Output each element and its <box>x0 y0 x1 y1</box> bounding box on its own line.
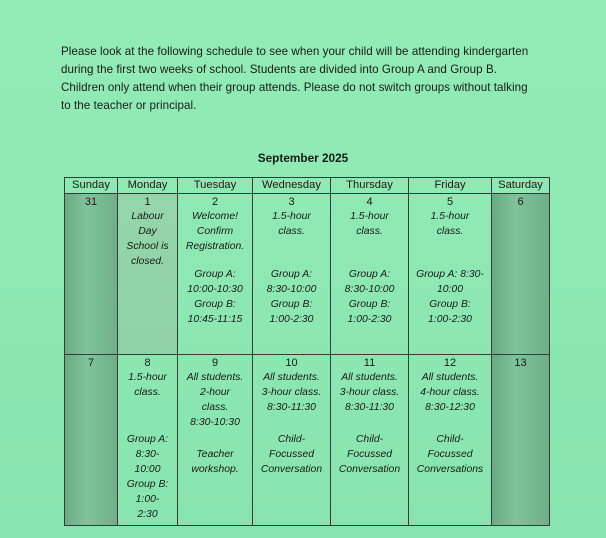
group-line: 1:00-2:30 <box>428 314 472 325</box>
header-friday: Friday <box>409 178 492 194</box>
group-line: 1:00-2:30 <box>269 314 314 325</box>
calendar-header-row <box>65 178 550 194</box>
note-line: All students. <box>421 372 479 383</box>
group-line: 2:30 <box>137 509 158 520</box>
day-number: 4 <box>366 196 373 208</box>
note-line: All students. <box>186 372 244 383</box>
day-number: 3 <box>288 196 295 208</box>
extra-line: Child- <box>277 434 306 445</box>
group-line: Group A: <box>270 269 313 280</box>
group-line: 10:00 <box>134 464 161 475</box>
note-line: 2-hour <box>199 387 231 398</box>
extra-line: Child- <box>436 434 464 445</box>
note-line: closed. <box>131 256 164 267</box>
calendar-week-row <box>65 355 550 526</box>
extra-line: Focussed <box>346 449 393 460</box>
intro-line: to the teacher or principal. <box>61 99 197 112</box>
day-number: 6 <box>517 196 524 208</box>
group-line: Group A: 8:30- <box>416 269 484 280</box>
day-number: 2 <box>211 196 219 208</box>
note-line: Labour <box>131 211 164 222</box>
group-line: 8:30- <box>135 449 160 460</box>
day-cell-10 <box>253 355 331 526</box>
day-number: 8 <box>144 357 151 369</box>
group-line: Group A: <box>126 434 169 445</box>
day-cell-4 <box>331 194 409 355</box>
extra-line: Child- <box>355 434 384 445</box>
day-cell-1 <box>118 194 178 355</box>
day-extra <box>253 432 330 477</box>
header-sunday: Sunday <box>65 178 118 194</box>
day-cell-8 <box>118 355 178 526</box>
note-line: class. <box>356 226 383 237</box>
day-cell-5 <box>409 194 492 355</box>
intro-line: during the first two weeks of school. Students are divided into Group A and Group B. <box>61 63 497 76</box>
day-cell-7 <box>65 355 118 526</box>
group-line: Group B: <box>194 299 236 310</box>
day-note <box>409 209 491 239</box>
note-line: class. <box>201 402 229 413</box>
note-line: 8:30-12:30 <box>425 402 475 413</box>
day-note <box>118 209 177 269</box>
group-times <box>331 267 408 327</box>
day-number: 13 <box>514 357 527 369</box>
day-extra <box>178 447 252 477</box>
note-line: 8:30-10:30 <box>190 417 240 428</box>
note-line: class. <box>436 226 464 237</box>
note-line: Confirm <box>196 226 234 237</box>
group-times <box>253 267 330 327</box>
intro-line: Please look at the following schedule to see when your child will be attending kindergarten <box>61 45 529 58</box>
day-note <box>331 209 408 239</box>
calendar-week-row <box>65 194 550 355</box>
day-cell-13 <box>492 355 550 526</box>
day-note <box>178 209 252 254</box>
extra-line: Conversations <box>416 464 484 475</box>
day-number: 7 <box>87 357 95 369</box>
note-line: All students. <box>263 372 320 383</box>
calendar-title: September 2025 <box>257 151 349 165</box>
note-line: 4-hour class. <box>420 387 480 398</box>
note-line: 3-hour class. <box>261 387 322 398</box>
extra-line: Focussed <box>268 449 315 460</box>
group-line: 10:00-10:30 <box>187 284 243 295</box>
intro-line: Children only attend when their group attends. Please do not switch groups without talking <box>61 81 528 94</box>
note-line: Welcome! <box>191 211 238 222</box>
group-line: 8:30-10:00 <box>266 284 317 295</box>
note-line: 8:30-11:30 <box>267 402 316 413</box>
extra-line: workshop. <box>191 464 239 475</box>
group-line: 10:00 <box>436 284 463 295</box>
group-line: Group B: <box>126 479 169 490</box>
note-line: School is <box>126 241 169 252</box>
group-line: Group A: <box>194 269 236 280</box>
group-times <box>178 267 252 327</box>
day-note <box>118 370 177 400</box>
extra-line: Focussed <box>427 449 473 460</box>
day-note <box>178 370 252 430</box>
group-line: Group A: <box>348 269 391 280</box>
header-saturday: Saturday <box>492 178 550 194</box>
note-line: 3-hour class. <box>339 387 400 398</box>
day-cell-3 <box>253 194 331 355</box>
note-line: class. <box>278 226 305 237</box>
day-extra <box>331 432 408 477</box>
day-number: 5 <box>446 196 454 208</box>
header-wednesday: Wednesday <box>253 178 331 194</box>
group-line: 1:00-2:30 <box>347 314 392 325</box>
group-line: 1:00- <box>135 494 160 505</box>
group-line: 10:45-11:15 <box>187 314 243 325</box>
day-note <box>253 209 330 239</box>
extra-line: Conversation <box>338 464 401 475</box>
day-number: 11 <box>363 357 376 369</box>
note-line: Registration. <box>185 241 245 252</box>
day-note <box>253 370 330 415</box>
day-number: 1 <box>144 196 151 208</box>
header-tuesday: Tuesday <box>178 178 253 194</box>
note-line: 1.5-hour <box>128 372 167 383</box>
day-cell-9 <box>178 355 253 526</box>
extra-line: Teacher <box>196 449 234 460</box>
note-line: 8:30-11:30 <box>345 402 394 413</box>
day-cell-6 <box>492 194 550 355</box>
note-line: All students. <box>341 372 398 383</box>
header-monday: Monday <box>118 178 178 194</box>
group-times <box>118 432 177 522</box>
day-cell-11 <box>331 355 409 526</box>
extra-line: Conversation <box>260 464 323 475</box>
note-line: Day <box>138 226 157 237</box>
group-line: Group B: <box>270 299 313 310</box>
header-thursday: Thursday <box>331 178 409 194</box>
day-number: 9 <box>211 357 219 369</box>
day-number: 10 <box>285 357 298 369</box>
calendar-table <box>64 177 550 526</box>
note-line: class. <box>134 387 161 398</box>
group-times <box>409 267 491 327</box>
day-extra <box>409 432 491 477</box>
group-line: 8:30-10:00 <box>344 284 395 295</box>
day-number: 12 <box>443 357 457 369</box>
intro-paragraph <box>61 43 561 115</box>
day-number: 31 <box>84 196 98 208</box>
day-cell-31 <box>65 194 118 355</box>
note-line: 1.5-hour <box>350 211 389 222</box>
note-line: 1.5-hour <box>272 211 311 222</box>
group-line: Group B: <box>429 299 471 310</box>
day-cell-12 <box>409 355 492 526</box>
day-note <box>409 370 491 415</box>
day-note <box>331 370 408 415</box>
note-line: 1.5-hour <box>430 211 470 222</box>
group-line: Group B: <box>348 299 391 310</box>
day-cell-2 <box>178 194 253 355</box>
